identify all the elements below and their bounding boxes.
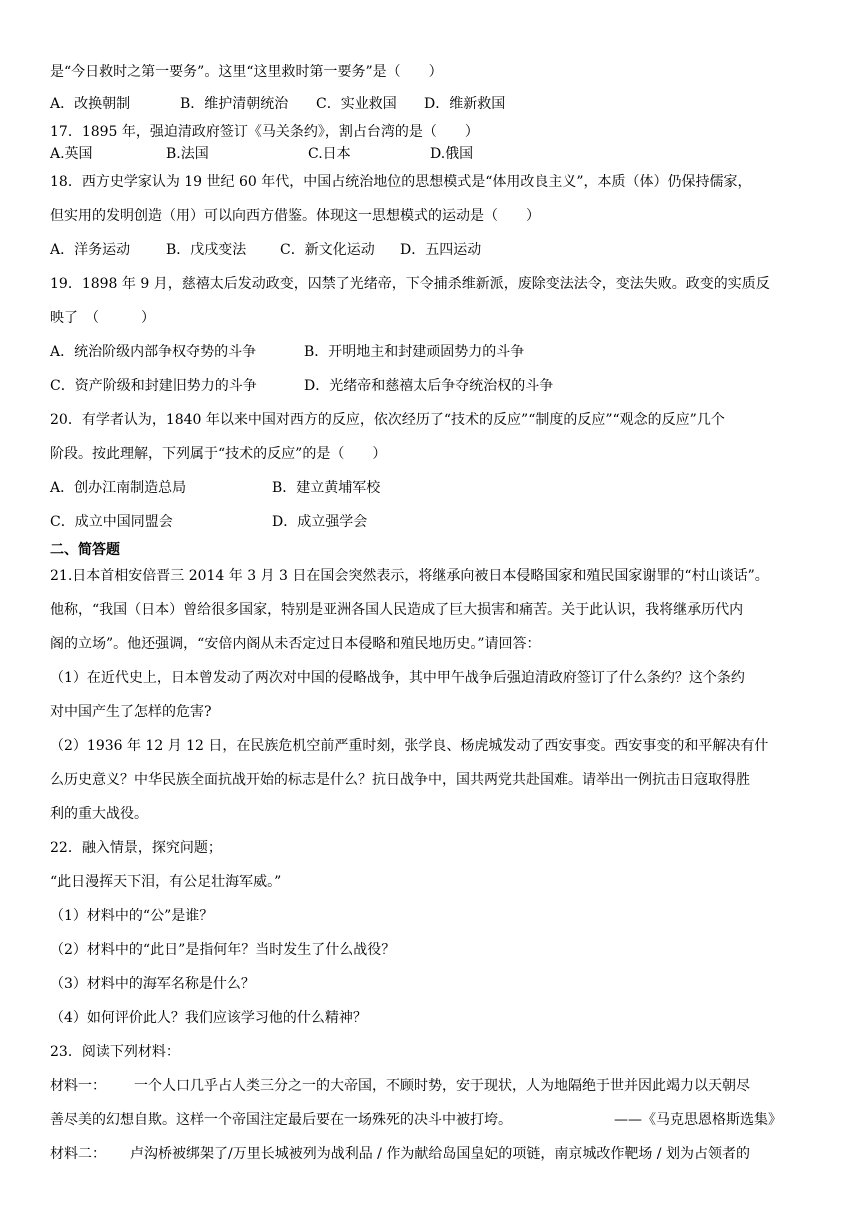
section-heading-short-answer: 二、简答题 <box>50 542 120 558</box>
q19-stem-line2: 映了 （ ） <box>50 310 155 326</box>
q18-option-b: B．戊戌变法 <box>166 242 247 258</box>
q22-line-2: “此日漫挥天下泪，有公足壮海军威。” <box>50 874 282 890</box>
q22-line-1: 22．融入情景，探究问题； <box>50 840 222 856</box>
q23-heading: 23．阅读下列材料： <box>50 1044 180 1060</box>
q18-option-a: A．洋务运动 <box>50 242 131 258</box>
q17-option-d: D.俄国 <box>430 146 474 162</box>
q20-option-c: C．成立中国同盟会 <box>50 514 173 530</box>
q22-line-5: （3）材料中的海军名称是什么？ <box>50 976 255 992</box>
q21-line-1: 21.日本首相安倍晋三 2014 年 3 月 3 日在国会突然表示，将继承向被日本侵略国家和殖民国家谢罪的“村山谈话”。 <box>50 568 769 584</box>
q20-option-b: B．建立黄埔军校 <box>272 480 381 496</box>
q16-option-d: D．维新救国 <box>424 96 506 112</box>
q20-stem-line2: 阶段。按此理解，下列属于“技术的反应”的是（ ） <box>50 446 387 462</box>
q16-option-b: B．维护清朝统治 <box>180 96 289 112</box>
q22-line-6: （4）如何评价此人？我们应该学习他的什么精神？ <box>50 1010 367 1026</box>
q19-option-b: B．开明地主和封建顽固势力的斗争 <box>304 344 525 360</box>
q17-option-b: B.法国 <box>166 146 209 162</box>
q23-material2-line1: 卢沟桥被绑架了/万里长城被列为战利品 / 作为献给岛国皇妃的项链，南京城改作靶场 / 划为占领者的 <box>130 1146 750 1162</box>
q18-stem-line1: 18．西方史学家认为 19 世纪 60 年代，中国占统治地位的思想模式是“体用改良主义”，本质（体）仍保持儒家， <box>50 174 752 190</box>
q23-material1-source: ——《马克思恩格斯选集》 <box>614 1112 782 1128</box>
q23-material2-label: 材料二： <box>50 1146 106 1162</box>
q16-option-c: C．实业救国 <box>316 96 397 112</box>
q21-line-8: 利的重大战役。 <box>50 806 148 822</box>
q19-option-a: A．统治阶级内部争权夺势的斗争 <box>50 344 257 360</box>
q17-option-a: A.英国 <box>50 146 93 162</box>
q21-line-5: 对中国产生了怎样的危害? <box>50 704 212 720</box>
q21-line-4: （1）在近代史上，日本曾发动了两次对中国的侵略战争，其中甲午战争后强迫清政府签订了什么条约？这个条约 <box>50 670 745 686</box>
q18-option-d: D．五四运动 <box>400 242 482 258</box>
q19-option-c: C．资产阶级和封建旧势力的斗争 <box>50 378 257 394</box>
q21-line-6: （2）1936 年 12 月 12 日，在民族危机空前严重时刻，张学良、杨虎城发动了西安事变。西安事变的和平解决有什 <box>50 738 769 754</box>
q23-material1-line2: 善尽美的幻想自欺。这样一个帝国注定最后要在一场殊死的决斗中被打垮。 <box>50 1112 512 1128</box>
q18-option-c: C．新文化运动 <box>280 242 375 258</box>
q19-option-d: D．光绪帝和慈禧太后争夺统治权的斗争 <box>304 378 554 394</box>
q21-line-3: 阁的立场”。他还强调，“安倍内阁从未否定过日本侵略和殖民地历史。”请回答： <box>50 636 541 652</box>
q23-material1-line1: 一个人口几乎占人类三分之一的大帝国，不顾时势，安于现状，人为地隔绝于世并因此竭力以天朝尽 <box>134 1078 750 1094</box>
q18-stem-line2: 但实用的发明创造（用）可以向西方借鉴。体现这一思想模式的运动是（ ） <box>50 208 540 224</box>
q21-line-7: 么历史意义？中华民族全面抗战开始的标志是什么？抗日战争中，国共两党共赴国难。请举出一例抗击日寇取得胜 <box>50 772 750 788</box>
q20-option-a: A．创办江南制造总局 <box>50 480 187 496</box>
q22-line-3: （1）材料中的“公”是谁？ <box>50 908 214 924</box>
q16-stem-tail: 是“今日救时之第一要务”。这里“这里救时第一要务”是（ ） <box>50 64 443 80</box>
q19-stem-line1: 19．1898 年 9 月，慈禧太后发动政变，囚禁了光绪帝，下令捕杀维新派，废除变法法令，变法失败。政变的实质反 <box>50 276 770 292</box>
q17-stem: 17．1895 年，强迫清政府签订《马关条约》，割占台湾的是（ ） <box>50 124 479 140</box>
q20-option-d: D．成立强学会 <box>272 514 368 530</box>
q17-option-c: C.日本 <box>308 146 351 162</box>
q23-material1-label: 材料一： <box>50 1078 106 1094</box>
q20-stem-line1: 20．有学者认为，1840 年以来中国对西方的反应，依次经历了“技术的反应”“制度的反应”“观念的反应”几个 <box>50 412 725 428</box>
q16-option-a: A．改换朝制 <box>50 96 131 112</box>
q21-line-2: 他称，“我国（日本）曾给很多国家，特别是亚洲各国人民造成了巨大损害和痛苦。关于此认识，我将继承历代内 <box>50 602 744 618</box>
q22-line-4: （2）材料中的“此日”是指何年？当时发生了什么战役？ <box>50 942 396 958</box>
